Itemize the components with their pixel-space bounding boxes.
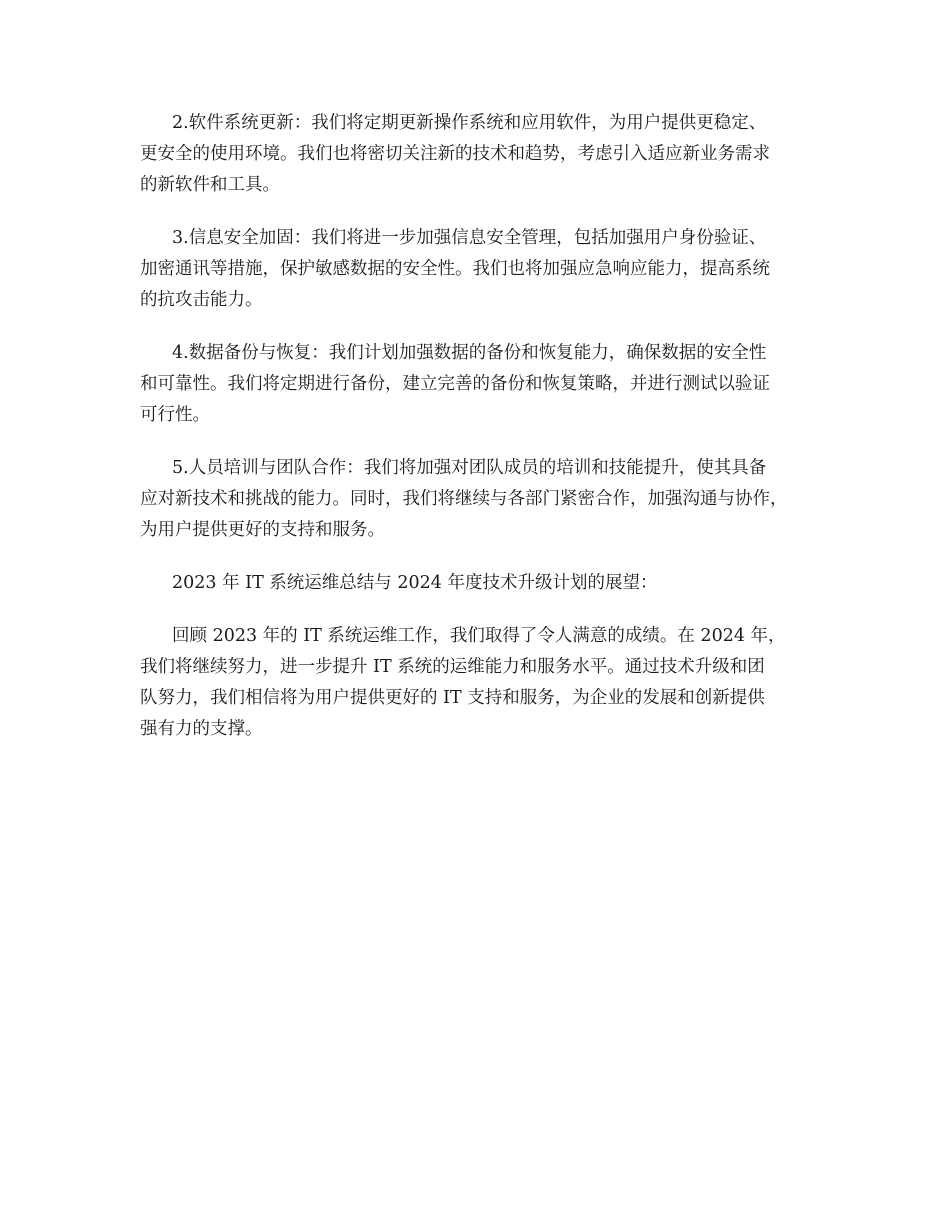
paragraph-outlook	[140, 621, 830, 745]
paragraph-line: 的新软件和工具。	[140, 175, 280, 195]
paragraph-line: 回顾 2023 年的 IT 系统运维工作，我们取得了令人满意的成绩。在 2024 年，	[172, 626, 786, 646]
section-heading-text: 2023 年 IT 系统运维总结与 2024 年度技术升级计划的展望：	[172, 573, 658, 593]
paragraph-line: 队努力，我们相信将为用户提供更好的 IT 支持和服务，为企业的发展和创新提供	[140, 688, 765, 708]
paragraph-line: 5.人员培训与团队合作：我们将加强对团队成员的培训和技能提升，使其具备	[172, 458, 767, 478]
paragraph-line: 的抗攻击能力。	[140, 290, 263, 310]
paragraph-line: 为用户提供更好的支持和服务。	[140, 520, 385, 540]
paragraph-security	[140, 223, 830, 316]
paragraph-training	[140, 453, 830, 546]
paragraph-line: 2.软件系统更新：我们将定期更新操作系统和应用软件，为用户提供更稳定、	[172, 113, 767, 133]
document-body	[140, 108, 830, 767]
section-heading	[140, 568, 830, 599]
paragraph-line: 4.数据备份与恢复：我们计划加强数据的备份和恢复能力，确保数据的安全性	[172, 343, 767, 363]
paragraph-line: 3.信息安全加固：我们将进一步加强信息安全管理，包括加强用户身份验证、	[172, 228, 767, 248]
paragraph-line: 和可靠性。我们将定期进行备份，建立完善的备份和恢复策略，并进行测试以验证	[140, 374, 770, 394]
paragraph-line: 可行性。	[140, 405, 210, 425]
paragraph-line: 我们将继续努力，进一步提升 IT 系统的运维能力和服务水平。通过技术升级和团	[140, 657, 765, 677]
paragraph-backup	[140, 338, 830, 431]
paragraph-line: 应对新技术和挑战的能力。同时，我们将继续与各部门紧密合作，加强沟通与协作，	[140, 489, 788, 509]
paragraph-line: 更安全的使用环境。我们也将密切关注新的技术和趋势，考虑引入适应新业务需求	[140, 144, 770, 164]
paragraph-line: 加密通讯等措施，保护敏感数据的安全性。我们也将加强应急响应能力，提高系统	[140, 259, 770, 279]
paragraph-software-update	[140, 108, 830, 201]
paragraph-line: 强有力的支撑。	[140, 719, 263, 739]
